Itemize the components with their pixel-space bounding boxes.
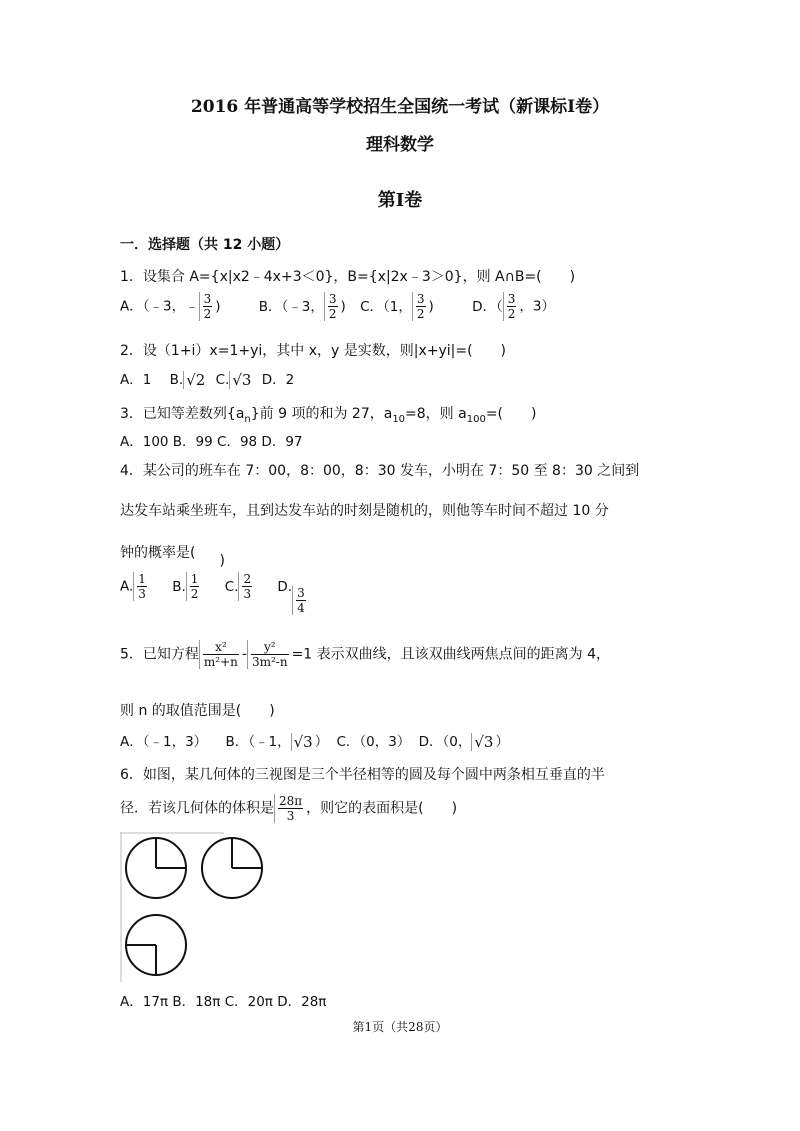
q4-option-d: D. bbox=[277, 578, 293, 595]
q2-option-a: A．1 bbox=[120, 372, 152, 388]
question-1-stem: 1．设集合 A={x|x2﹣4x+3＜0}，B={x|2x﹣3＞0}，则 A∩B=( ) bbox=[120, 269, 576, 285]
q5-option-d-sqrt: √3 bbox=[471, 733, 495, 751]
q1-option-b-fraction: $\frac{3}{2}$ bbox=[324, 292, 341, 321]
q5-fraction-y: $\frac{\text{y²}}{\text{3m²-n}}$ bbox=[247, 640, 292, 669]
q5-option-c: C．（0，3） bbox=[336, 734, 411, 750]
question-1-options: A．（﹣3，﹣ $\frac{3}{2}$ ) B．（﹣3， $\frac{3}{2}$ ) C．（1， $\frac{3}{2}$ ) D．（ $\frac{3}{2}$ ，3） bbox=[120, 292, 555, 321]
q2-option-b-sqrt: √2 bbox=[183, 371, 207, 389]
question-2-options bbox=[120, 368, 294, 389]
question-5-line-2: 则 n 的取值范围是( ) bbox=[120, 703, 275, 719]
exam-subject: 理科数学 bbox=[366, 135, 434, 155]
question-4-line-1: 4．某公司的班车在 7：00，8：00，8：30 发车，小明在 7：50 至 8：30 之间到 bbox=[120, 463, 640, 479]
question-2-stem: 2．设（1+i）x=1+yi，其中 x，y 是实数，则|x+yi|=( ) bbox=[120, 343, 507, 359]
q2-option-b: B. bbox=[169, 372, 184, 388]
volume-title: 第Ⅰ卷 bbox=[377, 190, 423, 211]
exam-title: 2016 年普通高等学校招生全国统一考试（新课标Ⅰ卷） bbox=[190, 97, 610, 117]
front-view-circle bbox=[126, 838, 186, 898]
page-number: 第1页（共28页） bbox=[352, 1020, 448, 1034]
question-6-line-2: 径．若该几何体的体积是 $\frac{28\pi}{3}$ ，则它的表面积是( ) bbox=[120, 794, 458, 823]
q4-option-a: A. bbox=[120, 578, 134, 595]
q6-volume-fraction: $\frac{28\pi}{3}$ bbox=[274, 794, 306, 823]
question-3-options: A．100 B．99 C．98 D．97 bbox=[120, 434, 303, 450]
section-heading: 一．选择题（共 12 小题） bbox=[120, 237, 290, 253]
q1-option-a-fraction: $\frac{3}{2}$ bbox=[199, 292, 216, 321]
q4-option-d-fraction: $\frac{3}{4}$ bbox=[292, 586, 309, 615]
question-6-line-1: 6．如图，某几何体的三视图是三个半径相等的圆及每个圆中两条相互垂直的半 bbox=[120, 767, 605, 783]
q1-option-d: D．（ bbox=[472, 298, 503, 315]
question-3-stem: 3．已知等差数列$\{a_n\}$前 9 项的和为 27，$a_{10}=8$，则 $a_{100}=$( ) bbox=[120, 406, 537, 425]
question-6-options: A．17π B．18π C．20π D．28π bbox=[120, 994, 327, 1010]
q1-option-b: B．（﹣3， bbox=[258, 298, 324, 315]
q4-option-b: B. bbox=[172, 578, 186, 595]
q5-option-a: A．（﹣1，3） bbox=[120, 734, 208, 750]
q5-fraction-x: $\frac{\text{x²}}{\text{m²+n}}$ bbox=[199, 640, 242, 669]
question-4-line-2: 达发车站乘坐班车，且到达发车站的时刻是随机的，则他等车时间不超过 10 分 bbox=[120, 503, 609, 519]
q2-option-c: C. bbox=[215, 372, 230, 388]
q4-option-a-fraction: $\frac{1}{3}$ bbox=[133, 572, 150, 601]
q5-option-d: D．（0， bbox=[418, 734, 472, 750]
q2-option-c-sqrt: √3 bbox=[229, 371, 253, 389]
q1-option-d-fraction: $\frac{3}{2}$ bbox=[503, 292, 520, 321]
q1-option-c-fraction: $\frac{3}{2}$ bbox=[412, 292, 429, 321]
q4-option-c: C. bbox=[224, 578, 239, 595]
question-4-options bbox=[120, 572, 309, 615]
q5-option-b: B．（﹣1， bbox=[225, 734, 291, 750]
question-5-line-1: 5．已知方程 $\frac{\text{x²}}{\text{m²+n}}$ - $\frac{\text{y²}}{\text{3m²-n}}$ =1 表示双曲线，且该双曲线两焦点间的距离为 4， bbox=[120, 640, 611, 669]
question-5-options: A．（﹣1，3） B．（﹣1， √3 ） C．（0，3） D．（0， √3 ） bbox=[120, 733, 509, 751]
q4-option-b-fraction: $\frac{1}{2}$ bbox=[186, 572, 203, 601]
q1-option-c: C．（1， bbox=[360, 298, 412, 315]
side-view-circle bbox=[196, 832, 268, 904]
top-view-circle bbox=[126, 915, 186, 975]
question-4-line-3: 钟的概率是( ) bbox=[120, 545, 225, 569]
q1-option-a: A．（﹣3，﹣ bbox=[120, 298, 199, 315]
q5-option-b-sqrt: √3 bbox=[291, 733, 315, 751]
q4-option-c-fraction: $\frac{2}{3}$ bbox=[238, 572, 255, 601]
q2-option-d: D．2 bbox=[261, 372, 295, 388]
